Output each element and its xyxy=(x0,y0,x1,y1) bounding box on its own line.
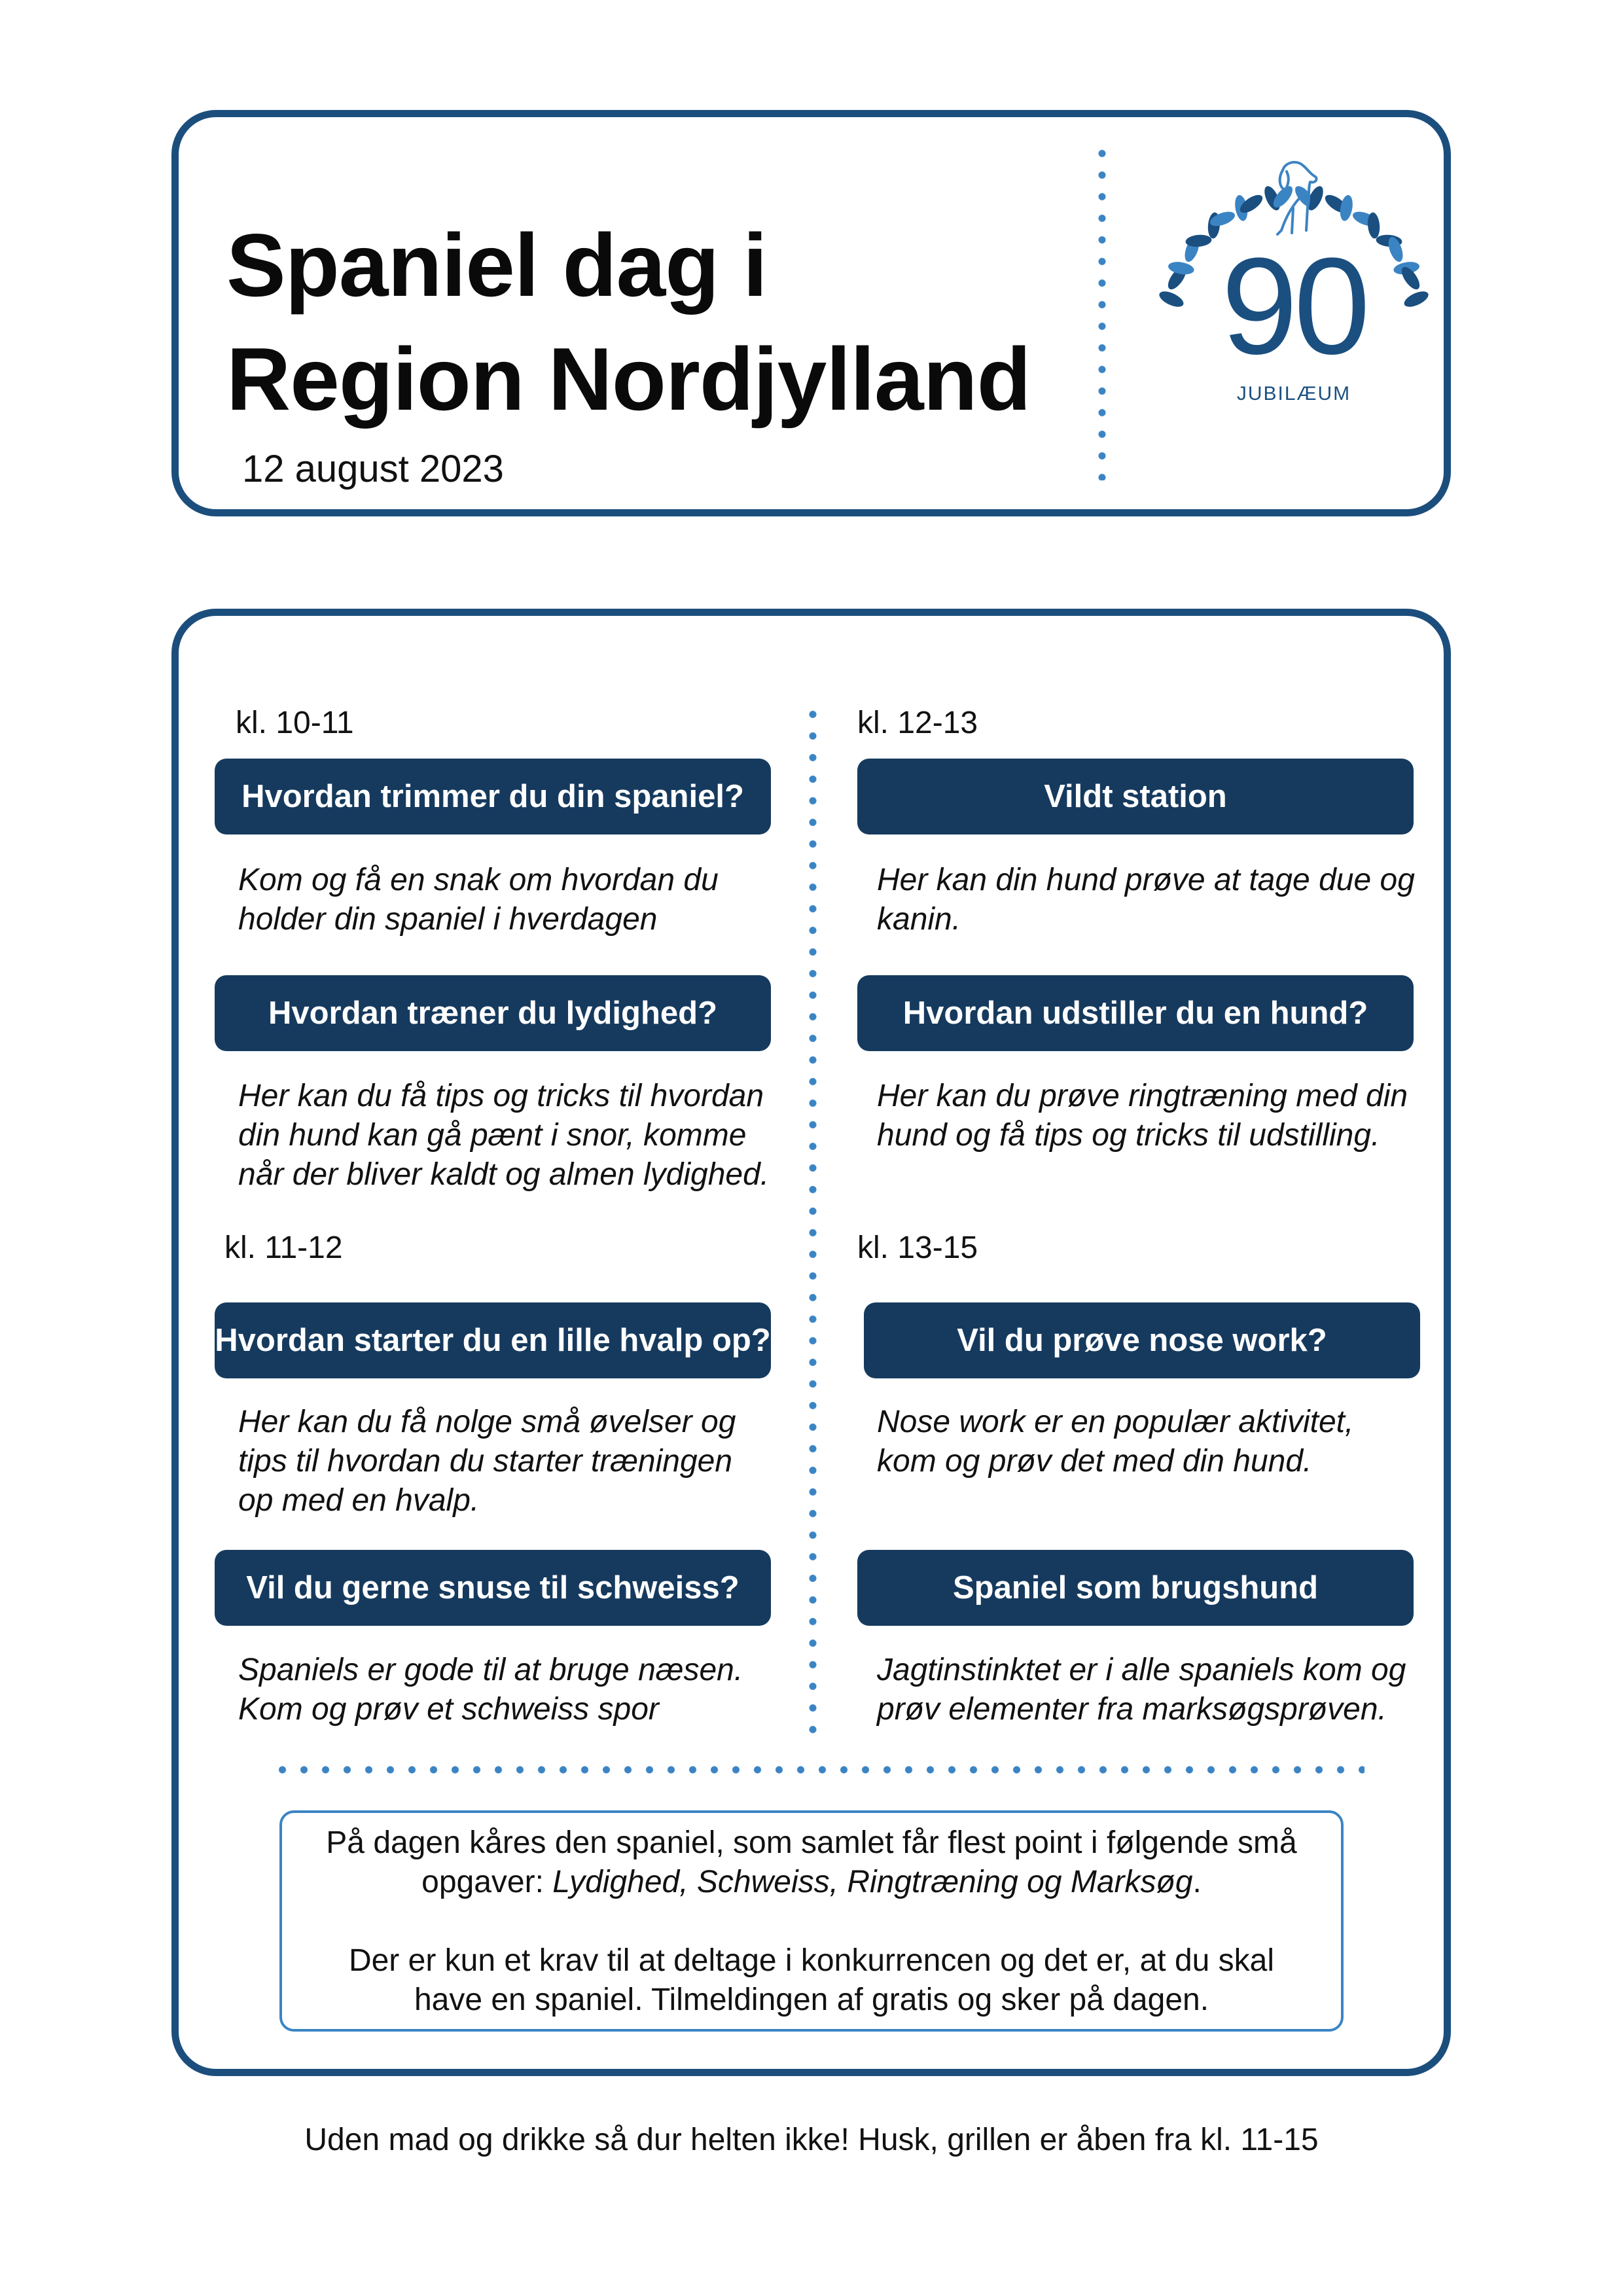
column-dotted-divider xyxy=(808,704,817,1738)
activity-description: Her kan du få tips og tricks til hvordan din hund kan gå pænt i snor, komme når der bliver kaldt og almen lydighed. xyxy=(238,1079,770,1192)
time-label: kl. 10-11 xyxy=(236,706,354,740)
activity-description: Spaniels er gode til at bruge næsen. Kom og prøv et schweiss spor xyxy=(238,1653,743,1727)
logo-number: 90 xyxy=(1221,229,1366,383)
activity-description: Her kan du prøve ringtræning med din hund og få tips og tricks til udstilling. xyxy=(877,1079,1408,1153)
time-label: kl. 12-13 xyxy=(857,706,978,740)
activity-description: Her kan din hund prøve at tage due og kanin. xyxy=(877,863,1415,937)
activity-title: Hvordan udstiller du en hund? xyxy=(857,975,1414,1051)
activity-description: Nose work er en populær aktivitet, kom og prøv det med din hund. xyxy=(877,1405,1354,1479)
activity-title: Vil du gerne snuse til schweiss? xyxy=(215,1550,771,1626)
time-label: kl. 13-15 xyxy=(857,1230,978,1265)
activity-description: Kom og få en snak om hvordan du holder din spaniel i hverdagen xyxy=(238,863,719,937)
horizontal-dotted-divider xyxy=(272,1765,1364,1774)
activity-title: Spaniel som brugshund xyxy=(857,1550,1414,1626)
competition-info-box xyxy=(279,1810,1344,2032)
activity-description: Her kan du få nolge små øvelser og tips til hvordan du starter træningen op med en hvalp. xyxy=(238,1405,736,1518)
title-line-2: Region Nordjylland xyxy=(226,329,1031,429)
footer-note: Uden mad og drikke så dur helten ikke! Husk, grillen er åben fra kl. 11-15 xyxy=(304,2123,1319,2157)
logo-label: JUBILÆUM xyxy=(1236,383,1351,404)
info-line: opgaver: Lydighed, Schweiss, Ringtræning og Marksøg. xyxy=(421,1865,1202,1899)
laurel-leaf xyxy=(1402,288,1431,310)
info-line: have en spaniel. Tilmeldingen af gratis og sker på dagen. xyxy=(414,1982,1209,2017)
laurel-leaf xyxy=(1157,288,1186,310)
laurel-leaf xyxy=(1338,194,1355,223)
title-line-1: Spaniel dag i xyxy=(226,215,767,315)
task-list: Lydighed, Schweiss, Ringtræning og Marksøg xyxy=(552,1865,1193,1899)
anniversary-logo xyxy=(1147,157,1441,465)
activity-title: Hvordan trimmer du din spaniel? xyxy=(215,759,771,834)
time-label: kl. 11-12 xyxy=(224,1230,343,1265)
info-line: Der er kun et krav til at deltage i konkurrencen og det er, at du skal xyxy=(348,1943,1275,1978)
info-line: På dagen kåres den spaniel, som samlet får flest point i følgende små xyxy=(326,1825,1297,1860)
activity-title: Vildt station xyxy=(857,759,1414,834)
activity-title: Hvordan træner du lydighed? xyxy=(215,975,771,1051)
activity-title: Vil du prøve nose work? xyxy=(864,1302,1420,1378)
laurel-leaf xyxy=(1168,260,1196,276)
event-date: 12 august 2023 xyxy=(242,448,504,490)
page-title xyxy=(226,208,1031,436)
activity-title: Hvordan starter du en lille hvalp op? xyxy=(215,1302,771,1378)
activity-description: Jagtinstinktet er i alle spaniels kom og prøv elementer fra marksøgsprøven. xyxy=(877,1653,1406,1727)
header-dotted-divider xyxy=(1097,143,1107,480)
